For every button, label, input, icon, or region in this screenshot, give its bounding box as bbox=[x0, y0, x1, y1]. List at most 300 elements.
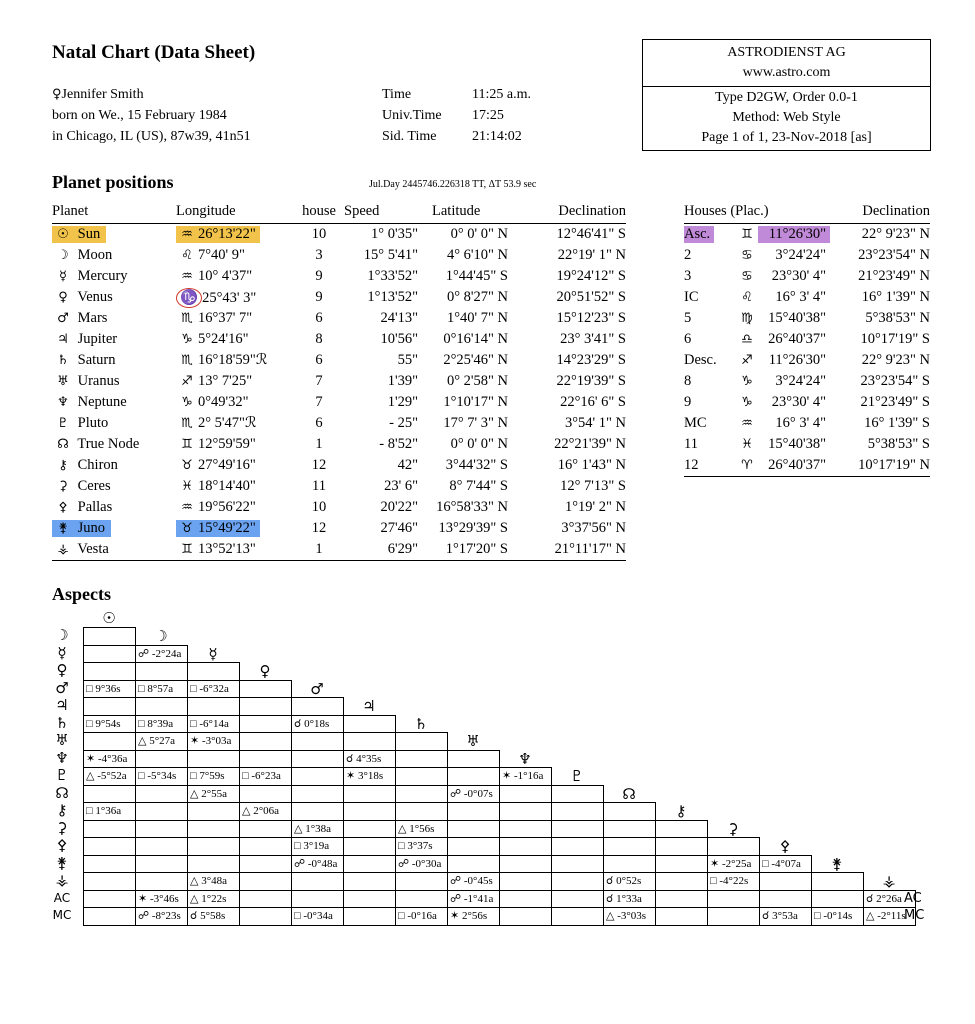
aspect-row-icon: ♂ bbox=[55, 678, 69, 697]
planet-house: 9 bbox=[315, 289, 323, 305]
planet-house: 8 bbox=[315, 331, 323, 347]
aspect-cell: △ -2°11s bbox=[863, 907, 916, 926]
planet-icon: ☊ bbox=[57, 437, 69, 452]
aspect-cell bbox=[551, 855, 604, 874]
aspect-col-icon: ♆ bbox=[518, 749, 532, 768]
aspect-end-label: MC bbox=[904, 908, 925, 923]
planet-name: Pallas bbox=[77, 499, 113, 515]
planet-house: 10 bbox=[311, 226, 327, 242]
aspect-cell: □ -4°07a bbox=[759, 855, 812, 874]
planet-speed: 6'29" bbox=[344, 539, 432, 561]
aspect-cell: □ 1°36a bbox=[83, 802, 136, 821]
planet-latitude: 1°10'17" N bbox=[443, 394, 508, 410]
time-value: 11:25 a.m. bbox=[472, 87, 531, 102]
house-declination: 10°17'19" S bbox=[860, 331, 930, 347]
aspect-col-icon: ♂ bbox=[310, 679, 324, 698]
aspect-cell bbox=[343, 785, 396, 804]
planet-declination: 22°16' 6" S bbox=[560, 394, 626, 410]
aspect-cell bbox=[603, 837, 656, 856]
aspect-cell: □ -6°23a bbox=[239, 767, 292, 786]
planet-name: Moon bbox=[77, 247, 113, 263]
aspect-cell bbox=[83, 855, 136, 874]
aspect-cell bbox=[291, 697, 344, 716]
sign-icon: ♏ bbox=[181, 311, 193, 326]
aspect-col-icon: ⚶ bbox=[882, 872, 896, 890]
aspect-cell bbox=[707, 890, 760, 909]
aspect-cell: ☌ 1°33a bbox=[603, 890, 656, 909]
aspect-cell: ✶ 3°18s bbox=[343, 767, 396, 786]
sign-icon: ♌ bbox=[741, 290, 753, 305]
aspect-cell bbox=[83, 645, 136, 664]
aspect-cell bbox=[83, 785, 136, 804]
planet-icon: ☿ bbox=[59, 269, 67, 284]
aspect-cell bbox=[603, 855, 656, 874]
planet-latitude: 13°29'39" S bbox=[438, 520, 508, 536]
aspect-col-icon: ☿ bbox=[208, 644, 218, 663]
aspect-cell: ✶ -3°46s bbox=[135, 890, 188, 909]
planet-declination: 14°23'29" S bbox=[556, 352, 626, 368]
aspect-row-icon: ♄ bbox=[55, 713, 69, 732]
aspect-cell bbox=[239, 890, 292, 909]
aspect-cell bbox=[239, 697, 292, 716]
aspect-row-icon: ⚶ bbox=[55, 871, 69, 889]
aspect-cell bbox=[187, 837, 240, 856]
planet-longitude: 13°52'13" bbox=[198, 541, 256, 557]
planet-name: True Node bbox=[77, 436, 140, 452]
aspect-cell: △ -3°03s bbox=[603, 907, 656, 926]
planet-speed: 1°13'52" bbox=[367, 289, 418, 305]
house-declination: 10°17'19" N bbox=[844, 455, 930, 477]
sign-icon: ♎ bbox=[741, 332, 753, 347]
aspect-cell bbox=[291, 890, 344, 909]
planet-house: 11 bbox=[312, 478, 326, 494]
aspect-cell: ☍ -0°07s bbox=[447, 785, 500, 804]
sign-icon: ♑ bbox=[181, 332, 193, 347]
planet-icon: ♅ bbox=[57, 374, 69, 389]
website-link[interactable]: www.astro.com bbox=[742, 65, 831, 80]
aspect-cell bbox=[707, 837, 760, 856]
aspect-cell: △ 5°27a bbox=[135, 732, 188, 751]
planet-longitude: 5°24'16" bbox=[198, 331, 249, 347]
house-position: 23°30' 4" bbox=[771, 268, 826, 284]
aspect-cell bbox=[343, 837, 396, 856]
aspect-cell: ☍ -2°24a bbox=[135, 645, 188, 664]
aspect-cell bbox=[655, 820, 708, 839]
planet-speed: 42" bbox=[397, 457, 418, 473]
planet-house: 9 bbox=[315, 268, 323, 284]
aspect-cell bbox=[655, 837, 708, 856]
sign-icon: ♒ bbox=[741, 416, 753, 431]
sign-icon: ♊ bbox=[181, 542, 193, 557]
sign-icon: ♒ bbox=[181, 227, 193, 242]
aspect-cell: □ 8°39a bbox=[135, 715, 188, 734]
planet-house: 7 bbox=[315, 394, 323, 410]
planet-declination: 23° 3'41" S bbox=[560, 331, 626, 347]
aspect-cell: △ 2°55a bbox=[187, 785, 240, 804]
planet-name: Mars bbox=[77, 310, 108, 326]
aspect-row-icon: ⚴ bbox=[56, 836, 68, 854]
aspect-cell bbox=[83, 820, 136, 839]
house-name: 3 bbox=[684, 268, 692, 284]
planet-icon: ♄ bbox=[57, 353, 69, 368]
planet-name: Chiron bbox=[77, 457, 118, 473]
page-title: Natal Chart (Data Sheet) bbox=[52, 42, 256, 63]
aspect-cell bbox=[291, 767, 344, 786]
aspect-cell bbox=[239, 820, 292, 839]
aspect-cell bbox=[395, 872, 448, 891]
planet-latitude: 0° 2'58" N bbox=[446, 373, 508, 389]
aspect-cell bbox=[187, 750, 240, 769]
planet-house: 1 bbox=[294, 539, 344, 561]
aspect-cell bbox=[655, 872, 708, 891]
aspect-cell: △ 1°22s bbox=[187, 890, 240, 909]
sign-icon: ♈ bbox=[741, 458, 753, 473]
planet-speed: 15° 5'41" bbox=[363, 247, 418, 263]
aspect-cell bbox=[343, 907, 396, 926]
planet-latitude: 0° 8'27" N bbox=[446, 289, 508, 305]
planet-speed: - 8'52" bbox=[379, 436, 418, 452]
aspect-cell bbox=[655, 855, 708, 874]
aspect-cell bbox=[83, 662, 136, 681]
aspect-cell: ☍ -8°23s bbox=[135, 907, 188, 926]
house-name: 8 bbox=[684, 373, 692, 389]
aspect-cell bbox=[395, 732, 448, 751]
aspect-col-icon: ⚷ bbox=[675, 802, 687, 820]
planet-house: 6 bbox=[315, 415, 323, 431]
planet-house: 1 bbox=[315, 436, 323, 452]
aspect-cell bbox=[551, 785, 604, 804]
chart-type: Type D2GW, Order 0.0-1 bbox=[715, 90, 858, 105]
sign-icon: ♐ bbox=[181, 374, 193, 389]
planet-latitude: 8° 7'44" S bbox=[449, 478, 508, 494]
aspect-cell bbox=[395, 750, 448, 769]
house-declination: 5°38'53" N bbox=[865, 310, 930, 326]
house-position: 11°26'30" bbox=[758, 226, 830, 243]
planet-latitude: 4° 6'10" N bbox=[446, 247, 508, 263]
aspect-col-icon: ☉ bbox=[102, 609, 116, 627]
sign-icon: ♑ bbox=[741, 374, 753, 389]
planet-icon: ⚷ bbox=[58, 458, 68, 473]
aspect-cell bbox=[343, 890, 396, 909]
house-position: 15°40'38" bbox=[768, 436, 826, 452]
col-house-declination: Declination bbox=[844, 199, 930, 224]
house-declination: 21°23'49" N bbox=[858, 268, 930, 284]
aspect-cell bbox=[239, 872, 292, 891]
house-declination: 22° 9'23" N bbox=[861, 352, 930, 368]
aspect-cell: △ -5°52a bbox=[83, 767, 136, 786]
sign-icon: ♒ bbox=[181, 500, 193, 515]
aspect-cell bbox=[811, 890, 864, 909]
aspect-cell bbox=[83, 837, 136, 856]
aspect-col-icon: ♇ bbox=[570, 767, 584, 785]
aspect-cell: ☌ 2°26a bbox=[863, 890, 916, 909]
planet-latitude: 0° 0' 0" N bbox=[450, 436, 508, 452]
planet-speed: 27'46" bbox=[380, 520, 418, 536]
planet-longitude: 15°49'22" bbox=[198, 520, 256, 536]
planet-longitude: 0°49'32" bbox=[198, 394, 249, 410]
aspect-cell: □ -0°14s bbox=[811, 907, 864, 926]
aspect-cell bbox=[447, 767, 500, 786]
aspect-cell: □ 3°37s bbox=[395, 837, 448, 856]
aspect-cell bbox=[343, 802, 396, 821]
aspect-row-icon: ♇ bbox=[55, 766, 69, 784]
house-name: Desc. bbox=[684, 352, 717, 368]
aspect-cell: △ 2°06a bbox=[239, 802, 292, 821]
planet-declination: 22°21'39" N bbox=[554, 436, 626, 452]
sign-icon: ♋ bbox=[741, 269, 753, 284]
aspect-cell: ✶ -4°36a bbox=[83, 750, 136, 769]
aspect-cell: △ 1°56s bbox=[395, 820, 448, 839]
aspect-cell bbox=[811, 872, 864, 891]
aspect-cell: ✶ -3°03a bbox=[187, 732, 240, 751]
planet-latitude: 16°58'33" N bbox=[436, 499, 508, 515]
aspect-cell bbox=[551, 802, 604, 821]
aspect-cell bbox=[603, 820, 656, 839]
aspect-cell bbox=[395, 802, 448, 821]
aspect-cell bbox=[83, 732, 136, 751]
planet-longitude: 16°18'59"ℛ bbox=[198, 352, 268, 368]
aspect-cell bbox=[135, 785, 188, 804]
place-line: in Chicago, IL (US), 87w39, 41n51 bbox=[52, 129, 251, 144]
house-position: 3°24'24" bbox=[775, 247, 826, 263]
planet-declination: 16° 1'43" N bbox=[557, 457, 626, 473]
aspect-cell bbox=[499, 802, 552, 821]
aspect-row-icon: MC bbox=[52, 908, 72, 922]
aspect-cell bbox=[447, 802, 500, 821]
planet-speed: - 25" bbox=[389, 415, 418, 431]
aspect-cell: □ -0°34a bbox=[291, 907, 344, 926]
planet-latitude: 0°16'14" N bbox=[443, 331, 508, 347]
house-name: MC bbox=[684, 415, 707, 431]
aspect-cell: ☌ 0°18s bbox=[291, 715, 344, 734]
aspect-cell bbox=[499, 785, 552, 804]
sign-icon: ♊ bbox=[741, 227, 753, 242]
aspect-cell bbox=[343, 855, 396, 874]
planet-icon: ♆ bbox=[57, 395, 69, 410]
sid-time-value: 21:14:02 bbox=[472, 129, 522, 144]
planet-icon: ♃ bbox=[57, 332, 69, 347]
planet-icon: ♀ bbox=[58, 290, 68, 305]
aspect-cell bbox=[603, 802, 656, 821]
planet-declination: 20°51'52" S bbox=[556, 289, 626, 305]
house-declination: 5°38'53" S bbox=[867, 436, 930, 452]
aspect-cell: ✶ -2°25a bbox=[707, 855, 760, 874]
aspect-cell: □ -5°34s bbox=[135, 767, 188, 786]
aspect-cell: ✶ -1°16a bbox=[499, 767, 552, 786]
sign-icon: ♐ bbox=[741, 353, 753, 368]
aspect-cell bbox=[239, 907, 292, 926]
planet-icon: ⚵ bbox=[58, 521, 68, 536]
planet-longitude: 18°14'40" bbox=[198, 478, 256, 494]
person-name: Jennifer Smith bbox=[61, 87, 144, 102]
planet-declination: 22°19' 1" N bbox=[557, 247, 626, 263]
aspect-cell bbox=[499, 907, 552, 926]
aspect-cell bbox=[759, 890, 812, 909]
planet-speed: 55" bbox=[397, 352, 418, 368]
aspect-cell bbox=[135, 662, 188, 681]
planet-declination: 12° 7'13" S bbox=[560, 478, 626, 494]
aspect-cell bbox=[291, 802, 344, 821]
planet-icon: ☽ bbox=[57, 248, 69, 263]
planet-positions-title: Planet positions bbox=[52, 172, 174, 192]
aspect-cell: □ 7°59s bbox=[187, 767, 240, 786]
house-declination: 16° 1'39" N bbox=[861, 289, 930, 305]
planet-speed: 1°33'52" bbox=[367, 268, 418, 284]
planet-longitude: 25°43' 3" bbox=[202, 289, 257, 306]
aspect-cell bbox=[187, 697, 240, 716]
sign-icon: ♌ bbox=[181, 248, 193, 263]
aspect-cell: □ 8°57a bbox=[135, 680, 188, 699]
planet-latitude: 17° 7' 3" N bbox=[443, 415, 508, 431]
aspect-cell bbox=[499, 855, 552, 874]
aspect-cell: ☌ 0°52s bbox=[603, 872, 656, 891]
planet-longitude: 27°49'16" bbox=[198, 457, 256, 473]
planet-speed: 1'29" bbox=[387, 394, 418, 410]
planet-name: Jupiter bbox=[77, 331, 118, 347]
aspect-col-icon: ⚳ bbox=[727, 819, 739, 838]
planet-longitude: 19°56'22" bbox=[198, 499, 256, 515]
aspect-cell: □ 3°19a bbox=[291, 837, 344, 856]
aspect-row-icon: ⚷ bbox=[56, 801, 68, 819]
aspect-cell: ☌ 5°58s bbox=[187, 907, 240, 926]
sid-time-label: Sid. Time bbox=[382, 129, 437, 144]
house-position: 15°40'38" bbox=[768, 310, 826, 326]
planet-speed: 23' 6" bbox=[384, 478, 418, 494]
planet-name: Pluto bbox=[77, 415, 109, 431]
sign-icon: ♏ bbox=[181, 353, 193, 368]
aspect-cell bbox=[83, 872, 136, 891]
aspect-cell bbox=[83, 697, 136, 716]
aspect-cell bbox=[239, 680, 292, 699]
planet-latitude: 3°44'32" S bbox=[445, 457, 508, 473]
planet-declination: 3°54' 1" N bbox=[564, 415, 626, 431]
planet-declination: 21°11'17" N bbox=[516, 539, 626, 561]
aspect-cell bbox=[239, 715, 292, 734]
aspect-cell: ☍ -0°48a bbox=[291, 855, 344, 874]
sign-icon: ♊ bbox=[181, 437, 193, 452]
house-position: 16° 3' 4" bbox=[775, 289, 826, 305]
aspect-cell bbox=[551, 872, 604, 891]
planet-speed: 24'13" bbox=[380, 310, 418, 326]
sign-icon: ♒ bbox=[181, 269, 193, 284]
planet-latitude: 2°25'46" N bbox=[443, 352, 508, 368]
planet-declination: 22°19'39" S bbox=[556, 373, 626, 389]
aspect-cell: □ -4°22s bbox=[707, 872, 760, 891]
aspect-row-icon: ♀ bbox=[56, 661, 68, 679]
planet-longitude: 12°59'59" bbox=[198, 436, 256, 452]
aspect-row-icon: ☽ bbox=[55, 626, 69, 644]
house-declination: 21°23'49" S bbox=[860, 394, 930, 410]
planet-speed: 10'56" bbox=[380, 331, 418, 347]
aspect-cell bbox=[135, 855, 188, 874]
planet-icon: ⚴ bbox=[58, 500, 68, 515]
planet-house: 6 bbox=[315, 310, 323, 326]
aspect-row-icon: ⚵ bbox=[56, 853, 68, 872]
aspect-cell: □ -0°16a bbox=[395, 907, 448, 926]
planet-name: Vesta bbox=[77, 541, 109, 557]
house-position: 26°40'37" bbox=[768, 331, 826, 347]
sign-icon: ♉ bbox=[181, 458, 193, 473]
house-position: 16° 3' 4" bbox=[775, 415, 826, 431]
aspect-row-icon: ♃ bbox=[55, 696, 69, 714]
time-label: Time bbox=[382, 87, 412, 102]
aspect-cell bbox=[291, 750, 344, 769]
planet-latitude: 1°17'20" S bbox=[432, 539, 516, 561]
aspect-cell bbox=[187, 802, 240, 821]
planet-name: Neptune bbox=[77, 394, 127, 410]
aspect-row-icon: ♅ bbox=[55, 731, 69, 749]
sign-icon: ♑ bbox=[741, 395, 753, 410]
planet-declination: 19°24'12" S bbox=[556, 268, 626, 284]
aspect-cell bbox=[83, 627, 136, 646]
planet-longitude: 10° 4'37" bbox=[198, 268, 253, 284]
planet-declination: 12°46'41" S bbox=[556, 226, 626, 242]
house-position: 23°30' 4" bbox=[771, 394, 826, 410]
sign-icon: ♑ bbox=[176, 288, 202, 308]
sign-icon: ♋ bbox=[741, 248, 753, 263]
aspect-cell bbox=[759, 872, 812, 891]
aspect-cell: ☍ -0°30a bbox=[395, 855, 448, 874]
aspect-cell bbox=[395, 785, 448, 804]
aspect-cell: □ 9°36s bbox=[83, 680, 136, 699]
aspect-cell bbox=[239, 732, 292, 751]
planet-declination: 1°19' 2" N bbox=[564, 499, 626, 515]
aspect-cell bbox=[239, 750, 292, 769]
aspects-title: Aspects bbox=[52, 584, 111, 604]
aspect-cell bbox=[291, 732, 344, 751]
aspect-cell bbox=[551, 820, 604, 839]
aspect-cell bbox=[395, 767, 448, 786]
aspect-cell bbox=[707, 907, 760, 926]
planet-house: 7 bbox=[315, 373, 323, 389]
aspect-row-icon: AC bbox=[53, 890, 71, 905]
planet-house: 6 bbox=[315, 352, 323, 368]
aspect-cell: △ 3°48a bbox=[187, 872, 240, 891]
aspect-cell bbox=[655, 890, 708, 909]
aspect-cell bbox=[135, 802, 188, 821]
aspect-end-label: AC bbox=[904, 890, 922, 906]
house-declination: 23°23'54" N bbox=[858, 247, 930, 263]
aspect-cell bbox=[135, 872, 188, 891]
aspect-cell bbox=[187, 662, 240, 681]
planet-name: Sun bbox=[77, 226, 101, 242]
house-name: 12 bbox=[684, 457, 699, 473]
chart-method: Method: Web Style bbox=[732, 110, 841, 125]
planet-longitude: 13° 7'25" bbox=[198, 373, 253, 389]
aspect-cell bbox=[655, 907, 708, 926]
aspect-col-icon: ♀ bbox=[259, 662, 271, 680]
planet-declination: 15°12'23" S bbox=[556, 310, 626, 326]
aspect-cell bbox=[551, 890, 604, 909]
house-position: 11°26'30" bbox=[768, 352, 826, 368]
aspect-cell bbox=[499, 890, 552, 909]
aspect-cell bbox=[343, 820, 396, 839]
planet-icon: ♇ bbox=[57, 416, 69, 431]
planet-latitude: 1°44'45" S bbox=[445, 268, 508, 284]
aspect-cell bbox=[291, 785, 344, 804]
univ-time-value: 17:25 bbox=[472, 108, 504, 123]
aspect-row-icon: ♆ bbox=[55, 748, 69, 767]
house-position: 26°40'37" bbox=[768, 457, 826, 473]
sign-icon: ♏ bbox=[181, 416, 193, 431]
aspect-col-icon: ⚴ bbox=[779, 837, 791, 855]
aspect-col-icon: ☽ bbox=[154, 627, 168, 645]
aspect-cell bbox=[447, 855, 500, 874]
planet-speed: 1° 0'35" bbox=[371, 226, 418, 242]
female-icon: ♀ bbox=[52, 87, 62, 102]
aspect-cell bbox=[551, 837, 604, 856]
house-name: 2 bbox=[684, 247, 692, 263]
